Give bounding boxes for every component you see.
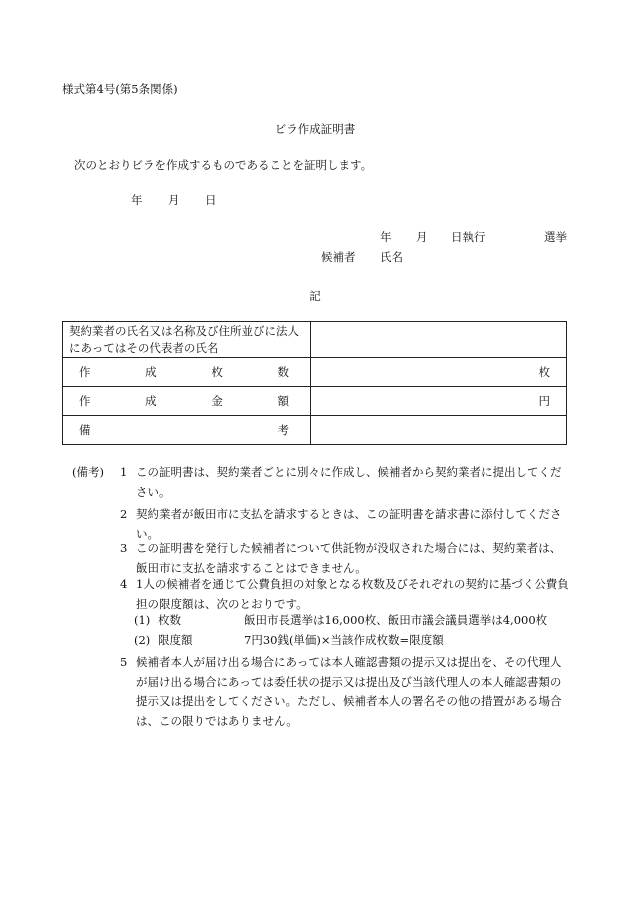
table-row <box>63 387 567 416</box>
notes-label: (備考) <box>72 465 104 479</box>
election-year-label: 年 <box>380 230 392 244</box>
election-date-row <box>0 231 630 247</box>
remarks-value-cell[interactable] <box>311 416 567 445</box>
form-number: 様式第4号(第5条関係) <box>62 82 178 96</box>
remarks-label: 備 考 <box>63 416 311 445</box>
contractor-value-cell[interactable] <box>311 322 567 358</box>
candidate-name-label: 氏名 <box>380 250 403 264</box>
candidate-row <box>0 251 630 267</box>
certification-statement: 次のとおりビラを作成するものであることを証明します。 <box>74 158 373 172</box>
note-item: 2 契約業者が飯田市に支払を請求するときは、この証明書を請求書に添付してください。 <box>120 507 562 541</box>
election-day-label: 日執行 <box>451 230 486 244</box>
sub-item: (1) 枚数 飯田市長選挙は16,000枚、飯田市議会議員選挙は4,000枚 <box>134 613 548 627</box>
table-row <box>63 416 567 445</box>
quantity-value-cell[interactable] <box>311 358 567 387</box>
sub-item: (2) 限度額 7円30銭(単価)×当該作成枚数=限度額 <box>134 633 444 647</box>
sheet-unit: 枚 <box>538 365 550 379</box>
election-month-label: 月 <box>416 230 428 244</box>
note-item: 4 1人の候補者を通じて公費負担の対象となる枚数及びそれぞれの契約に基づく公費負担の限度額は、次のとおりです。 <box>120 577 569 611</box>
amount-label: 作 成 金 額 <box>63 387 311 416</box>
details-table <box>62 321 567 445</box>
election-label: 選挙 <box>544 230 567 244</box>
quantity-label: 作 成 枚 数 <box>63 358 311 387</box>
table-row <box>63 322 567 358</box>
day-label: 日 <box>205 193 217 207</box>
document-title: ビラ作成証明書 <box>274 122 356 136</box>
note-item: 3 この証明書を発行した候補者について供託物が没収された場合には、契約業者は、飯田市に支払を請求することはできません。 <box>120 541 562 575</box>
note-item: 5 候補者本人が届け出る場合にあっては本人確認書類の提示又は提出を、その代理人が届け出る場合にあっては委任状の提示又は提出及び当該代理人の本人確認書類の提示又は提出をしてください。ただし、候補者本人の署名その他の措置がある場合は、この限りではありません。 <box>120 655 562 728</box>
note-item: 1 この証明書は、契約業者ごとに別々に作成し、候補者から契約業者に提出してください。 <box>120 465 562 499</box>
candidate-label: 候補者 <box>321 250 356 264</box>
contractor-label: 契約業者の氏名又は名称及び住所並びに法人にあってはその代表者の氏名 <box>63 322 311 358</box>
year-label: 年 <box>131 193 143 207</box>
amount-value-cell[interactable] <box>311 387 567 416</box>
ki-heading: 記 <box>309 289 321 303</box>
yen-unit: 円 <box>538 394 550 408</box>
month-label: 月 <box>168 193 180 207</box>
table-row <box>63 358 567 387</box>
